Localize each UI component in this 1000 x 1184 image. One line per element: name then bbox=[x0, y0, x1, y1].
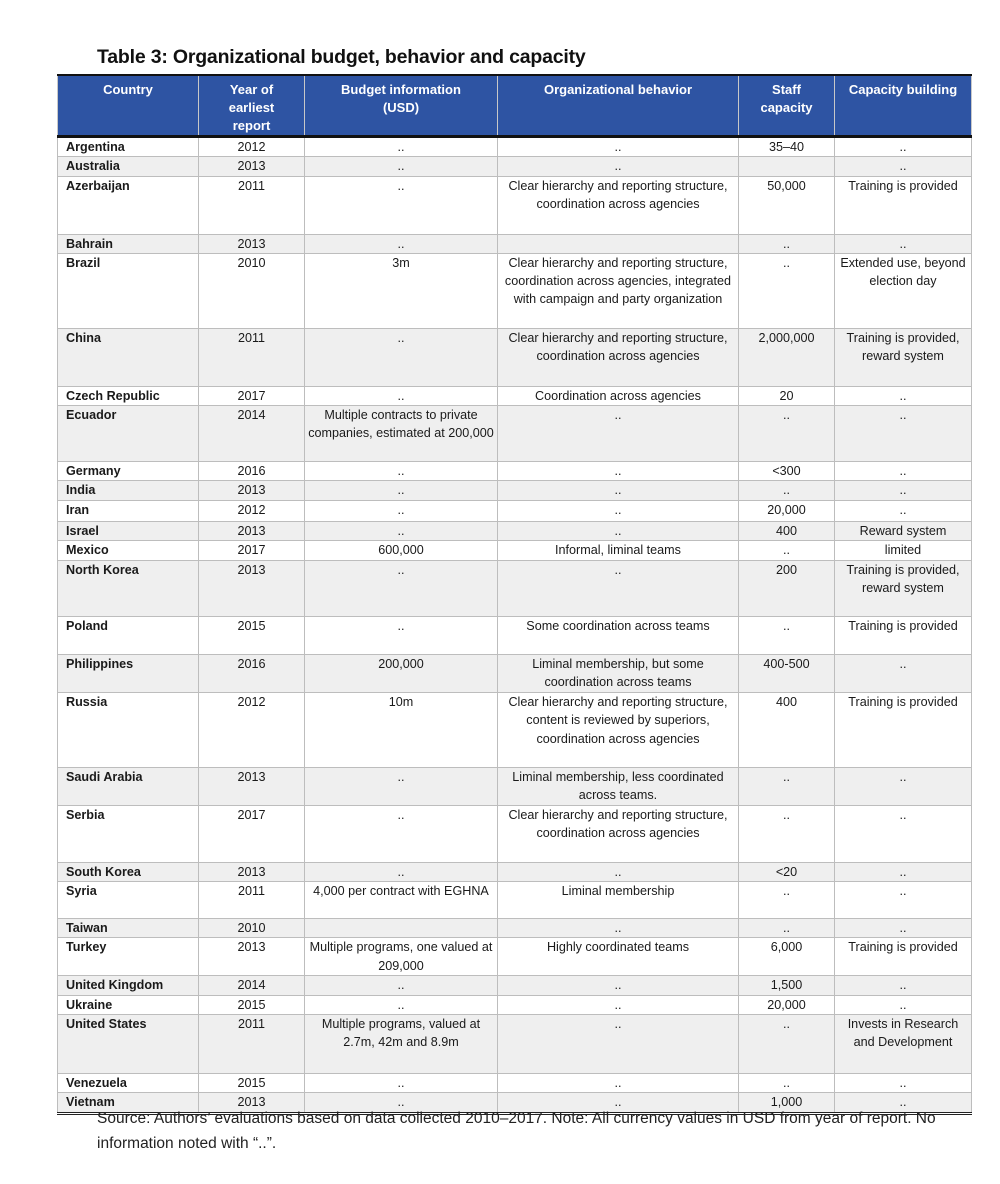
table-row bbox=[58, 1074, 972, 1093]
cell-year: 2013 bbox=[199, 157, 305, 176]
cell-country: Iran bbox=[58, 500, 199, 521]
cell-behavior: Some coordination across teams bbox=[498, 617, 739, 655]
cell-budget: .. bbox=[305, 862, 498, 881]
cell-staff: 1,500 bbox=[739, 975, 835, 995]
cell-capacity-building: Training is provided, reward system bbox=[835, 561, 972, 617]
cell-country: Ukraine bbox=[58, 995, 199, 1014]
cell-capacity-building: Training is provided bbox=[835, 693, 972, 768]
cell-country: Ecuador bbox=[58, 406, 199, 462]
cell-budget: 10m bbox=[305, 693, 498, 768]
cell-behavior: .. bbox=[498, 862, 739, 881]
cell-country: Syria bbox=[58, 881, 199, 918]
cell-behavior: .. bbox=[498, 462, 739, 481]
cell-staff: .. bbox=[739, 481, 835, 500]
cell-budget: .. bbox=[305, 768, 498, 806]
cell-country: Australia bbox=[58, 157, 199, 176]
cell-behavior: .. bbox=[498, 157, 739, 176]
cell-capacity-building: .. bbox=[835, 975, 972, 995]
cell-budget: Multiple contracts to private companies, estimated at 200,000 bbox=[305, 406, 498, 462]
table-row bbox=[58, 481, 972, 500]
cell-country: Azerbaijan bbox=[58, 176, 199, 234]
cell-staff bbox=[739, 157, 835, 176]
cell-budget: .. bbox=[305, 561, 498, 617]
cell-country: North Korea bbox=[58, 561, 199, 617]
cell-behavior: Liminal membership bbox=[498, 881, 739, 918]
cell-capacity-building: Reward system bbox=[835, 521, 972, 540]
cell-budget: .. bbox=[305, 137, 498, 157]
cell-behavior: .. bbox=[498, 1015, 739, 1074]
cell-staff: <20 bbox=[739, 862, 835, 881]
cell-capacity-building: .. bbox=[835, 862, 972, 881]
cell-staff: .. bbox=[739, 918, 835, 937]
cell-capacity-building: .. bbox=[835, 137, 972, 157]
cell-budget: .. bbox=[305, 234, 498, 253]
cell-behavior: Liminal membership, less coordinated across teams. bbox=[498, 768, 739, 806]
cell-behavior: Clear hierarchy and reporting structure, coordination across agencies bbox=[498, 176, 739, 234]
cell-staff: 400 bbox=[739, 693, 835, 768]
cell-year: 2010 bbox=[199, 918, 305, 937]
cell-capacity-building: .. bbox=[835, 406, 972, 462]
table-row bbox=[58, 328, 972, 386]
cell-behavior: Clear hierarchy and reporting structure, coordination across agencies, integrated with campaign and party organization bbox=[498, 253, 739, 328]
cell-budget: .. bbox=[305, 995, 498, 1014]
table-row bbox=[58, 938, 972, 976]
cell-capacity-building: Training is provided bbox=[835, 617, 972, 655]
cell-staff: .. bbox=[739, 253, 835, 328]
cell-budget: .. bbox=[305, 500, 498, 521]
cell-year: 2014 bbox=[199, 975, 305, 995]
cell-country: Saudi Arabia bbox=[58, 768, 199, 806]
cell-capacity-building: .. bbox=[835, 234, 972, 253]
cell-behavior: Informal, liminal teams bbox=[498, 541, 739, 561]
cell-behavior: .. bbox=[498, 918, 739, 937]
cell-budget: .. bbox=[305, 462, 498, 481]
cell-capacity-building: Training is provided bbox=[835, 176, 972, 234]
cell-capacity-building: .. bbox=[835, 768, 972, 806]
table-container bbox=[57, 74, 971, 1115]
cell-year: 2013 bbox=[199, 234, 305, 253]
table-row bbox=[58, 655, 972, 693]
cell-behavior: Clear hierarchy and reporting structure, coordination across agencies bbox=[498, 328, 739, 386]
cell-behavior: Clear hierarchy and reporting structure, content is reviewed by superiors, coordination across agencies bbox=[498, 693, 739, 768]
col-header-year: Year of earliest report bbox=[199, 75, 305, 137]
cell-year: 2016 bbox=[199, 655, 305, 693]
cell-budget: .. bbox=[305, 1093, 498, 1113]
table-row bbox=[58, 805, 972, 862]
cell-year: 2017 bbox=[199, 805, 305, 862]
cell-country: Germany bbox=[58, 462, 199, 481]
cell-staff: <300 bbox=[739, 462, 835, 481]
cell-year: 2013 bbox=[199, 561, 305, 617]
cell-year: 2016 bbox=[199, 462, 305, 481]
table-row bbox=[58, 253, 972, 328]
cell-year: 2017 bbox=[199, 386, 305, 405]
cell-year: 2013 bbox=[199, 862, 305, 881]
cell-country: United States bbox=[58, 1015, 199, 1074]
table-row bbox=[58, 693, 972, 768]
cell-country: Israel bbox=[58, 521, 199, 540]
cell-year: 2015 bbox=[199, 995, 305, 1014]
cell-country: Czech Republic bbox=[58, 386, 199, 405]
cell-year: 2015 bbox=[199, 617, 305, 655]
cell-staff: 35–40 bbox=[739, 137, 835, 157]
cell-budget: .. bbox=[305, 1074, 498, 1093]
cell-behavior: Clear hierarchy and reporting structure, coordination across agencies bbox=[498, 805, 739, 862]
cell-behavior: .. bbox=[498, 1093, 739, 1113]
cell-year: 2013 bbox=[199, 938, 305, 976]
table-row bbox=[58, 176, 972, 234]
cell-staff: 1,000 bbox=[739, 1093, 835, 1113]
col-header-behavior: Organizational behavior bbox=[498, 75, 739, 137]
cell-staff: 2,000,000 bbox=[739, 328, 835, 386]
table-row bbox=[58, 862, 972, 881]
cell-staff: 20 bbox=[739, 386, 835, 405]
cell-year: 2011 bbox=[199, 176, 305, 234]
cell-staff: .. bbox=[739, 1015, 835, 1074]
cell-behavior: .. bbox=[498, 500, 739, 521]
cell-country: Brazil bbox=[58, 253, 199, 328]
table-row bbox=[58, 918, 972, 937]
cell-staff: .. bbox=[739, 406, 835, 462]
cell-country: Argentina bbox=[58, 137, 199, 157]
cell-staff: .. bbox=[739, 1074, 835, 1093]
cell-country: Taiwan bbox=[58, 918, 199, 937]
cell-budget: .. bbox=[305, 975, 498, 995]
cell-capacity-building: .. bbox=[835, 881, 972, 918]
table-row bbox=[58, 995, 972, 1014]
cell-behavior: .. bbox=[498, 561, 739, 617]
cell-budget: Multiple programs, valued at 2.7m, 42m and 8.9m bbox=[305, 1015, 498, 1074]
cell-year: 2012 bbox=[199, 693, 305, 768]
col-header-capacity-building: Capacity building bbox=[835, 75, 972, 137]
cell-capacity-building: .. bbox=[835, 918, 972, 937]
cell-capacity-building: Invests in Research and Development bbox=[835, 1015, 972, 1074]
cell-capacity-building: limited bbox=[835, 541, 972, 561]
cell-capacity-building: Training is provided, reward system bbox=[835, 328, 972, 386]
table-footnote: Source: Authors’ evaluations based on data collected 2010–2017. Note: All currency values in USD from year of report. No information noted with “..”. bbox=[97, 1110, 936, 1152]
table-row bbox=[58, 975, 972, 995]
cell-budget: .. bbox=[305, 157, 498, 176]
cell-staff: 400-500 bbox=[739, 655, 835, 693]
cell-behavior: .. bbox=[498, 1074, 739, 1093]
cell-country: Turkey bbox=[58, 938, 199, 976]
cell-staff: 6,000 bbox=[739, 938, 835, 976]
col-header-staff: Staff capacity bbox=[739, 75, 835, 137]
cell-capacity-building: .. bbox=[835, 1074, 972, 1093]
cell-staff: 400 bbox=[739, 521, 835, 540]
cell-year: 2012 bbox=[199, 137, 305, 157]
cell-budget: .. bbox=[305, 328, 498, 386]
cell-budget: .. bbox=[305, 617, 498, 655]
cell-staff: .. bbox=[739, 881, 835, 918]
cell-budget: 200,000 bbox=[305, 655, 498, 693]
cell-year: 2013 bbox=[199, 1093, 305, 1113]
cell-capacity-building: .. bbox=[835, 995, 972, 1014]
cell-budget: 4,000 per contract with EGHNA bbox=[305, 881, 498, 918]
cell-country: Vietnam bbox=[58, 1093, 199, 1113]
cell-staff: .. bbox=[739, 617, 835, 655]
cell-year: 2017 bbox=[199, 541, 305, 561]
col-header-country: Country bbox=[58, 75, 199, 137]
cell-budget: .. bbox=[305, 386, 498, 405]
cell-budget: .. bbox=[305, 521, 498, 540]
cell-country: China bbox=[58, 328, 199, 386]
cell-staff: .. bbox=[739, 805, 835, 862]
cell-capacity-building: .. bbox=[835, 157, 972, 176]
cell-staff: .. bbox=[739, 234, 835, 253]
cell-behavior: .. bbox=[498, 481, 739, 500]
cell-country: United Kingdom bbox=[58, 975, 199, 995]
table-row bbox=[58, 768, 972, 806]
cell-behavior bbox=[498, 234, 739, 253]
cell-staff: .. bbox=[739, 541, 835, 561]
cell-capacity-building: Extended use, beyond election day bbox=[835, 253, 972, 328]
cell-capacity-building: .. bbox=[835, 655, 972, 693]
cell-year: 2013 bbox=[199, 481, 305, 500]
cell-country: Philippines bbox=[58, 655, 199, 693]
cell-country: Serbia bbox=[58, 805, 199, 862]
cell-year: 2013 bbox=[199, 521, 305, 540]
header-row bbox=[58, 75, 972, 137]
cell-capacity-building: .. bbox=[835, 481, 972, 500]
cell-year: 2011 bbox=[199, 881, 305, 918]
table-row bbox=[58, 521, 972, 540]
cell-behavior: .. bbox=[498, 137, 739, 157]
cell-budget: .. bbox=[305, 481, 498, 500]
cell-budget: .. bbox=[305, 176, 498, 234]
cell-staff: 20,000 bbox=[739, 500, 835, 521]
table-row bbox=[58, 157, 972, 176]
table-row bbox=[58, 234, 972, 253]
cell-behavior: .. bbox=[498, 975, 739, 995]
cell-year: 2011 bbox=[199, 328, 305, 386]
cell-behavior: Liminal membership, but some coordination across teams bbox=[498, 655, 739, 693]
cell-behavior: Coordination across agencies bbox=[498, 386, 739, 405]
cell-staff: 20,000 bbox=[739, 995, 835, 1014]
cell-budget: .. bbox=[305, 805, 498, 862]
cell-capacity-building: .. bbox=[835, 462, 972, 481]
cell-capacity-building: .. bbox=[835, 805, 972, 862]
cell-budget: 3m bbox=[305, 253, 498, 328]
table-row bbox=[58, 881, 972, 918]
cell-year: 2012 bbox=[199, 500, 305, 521]
cell-year: 2013 bbox=[199, 768, 305, 806]
table-row bbox=[58, 500, 972, 521]
cell-country: South Korea bbox=[58, 862, 199, 881]
table-title: Table 3: Organizational budget, behavior and capacity bbox=[97, 46, 586, 68]
cell-staff: 200 bbox=[739, 561, 835, 617]
cell-year: 2014 bbox=[199, 406, 305, 462]
cell-country: Venezuela bbox=[58, 1074, 199, 1093]
table-row bbox=[58, 386, 972, 405]
cell-country: Bahrain bbox=[58, 234, 199, 253]
table-row bbox=[58, 462, 972, 481]
cell-year: 2015 bbox=[199, 1074, 305, 1093]
table-body bbox=[58, 137, 972, 1114]
table-row bbox=[58, 561, 972, 617]
cell-budget bbox=[305, 918, 498, 937]
budget-behavior-capacity-table bbox=[57, 74, 972, 1115]
cell-behavior: .. bbox=[498, 406, 739, 462]
cell-capacity-building: Training is provided bbox=[835, 938, 972, 976]
table-row bbox=[58, 617, 972, 655]
table-row bbox=[58, 541, 972, 561]
cell-behavior: .. bbox=[498, 995, 739, 1014]
table-row bbox=[58, 137, 972, 157]
cell-budget: 600,000 bbox=[305, 541, 498, 561]
cell-capacity-building: .. bbox=[835, 386, 972, 405]
cell-country: Mexico bbox=[58, 541, 199, 561]
cell-staff: 50,000 bbox=[739, 176, 835, 234]
col-header-budget: Budget information (USD) bbox=[305, 75, 498, 137]
cell-budget: Multiple programs, one valued at 209,000 bbox=[305, 938, 498, 976]
cell-behavior: .. bbox=[498, 521, 739, 540]
cell-country: India bbox=[58, 481, 199, 500]
cell-capacity-building: .. bbox=[835, 1093, 972, 1113]
cell-capacity-building: .. bbox=[835, 500, 972, 521]
cell-staff: .. bbox=[739, 768, 835, 806]
cell-country: Poland bbox=[58, 617, 199, 655]
cell-year: 2010 bbox=[199, 253, 305, 328]
table-row bbox=[58, 406, 972, 462]
cell-year: 2011 bbox=[199, 1015, 305, 1074]
cell-behavior: Highly coordinated teams bbox=[498, 938, 739, 976]
cell-country: Russia bbox=[58, 693, 199, 768]
table-row bbox=[58, 1015, 972, 1074]
